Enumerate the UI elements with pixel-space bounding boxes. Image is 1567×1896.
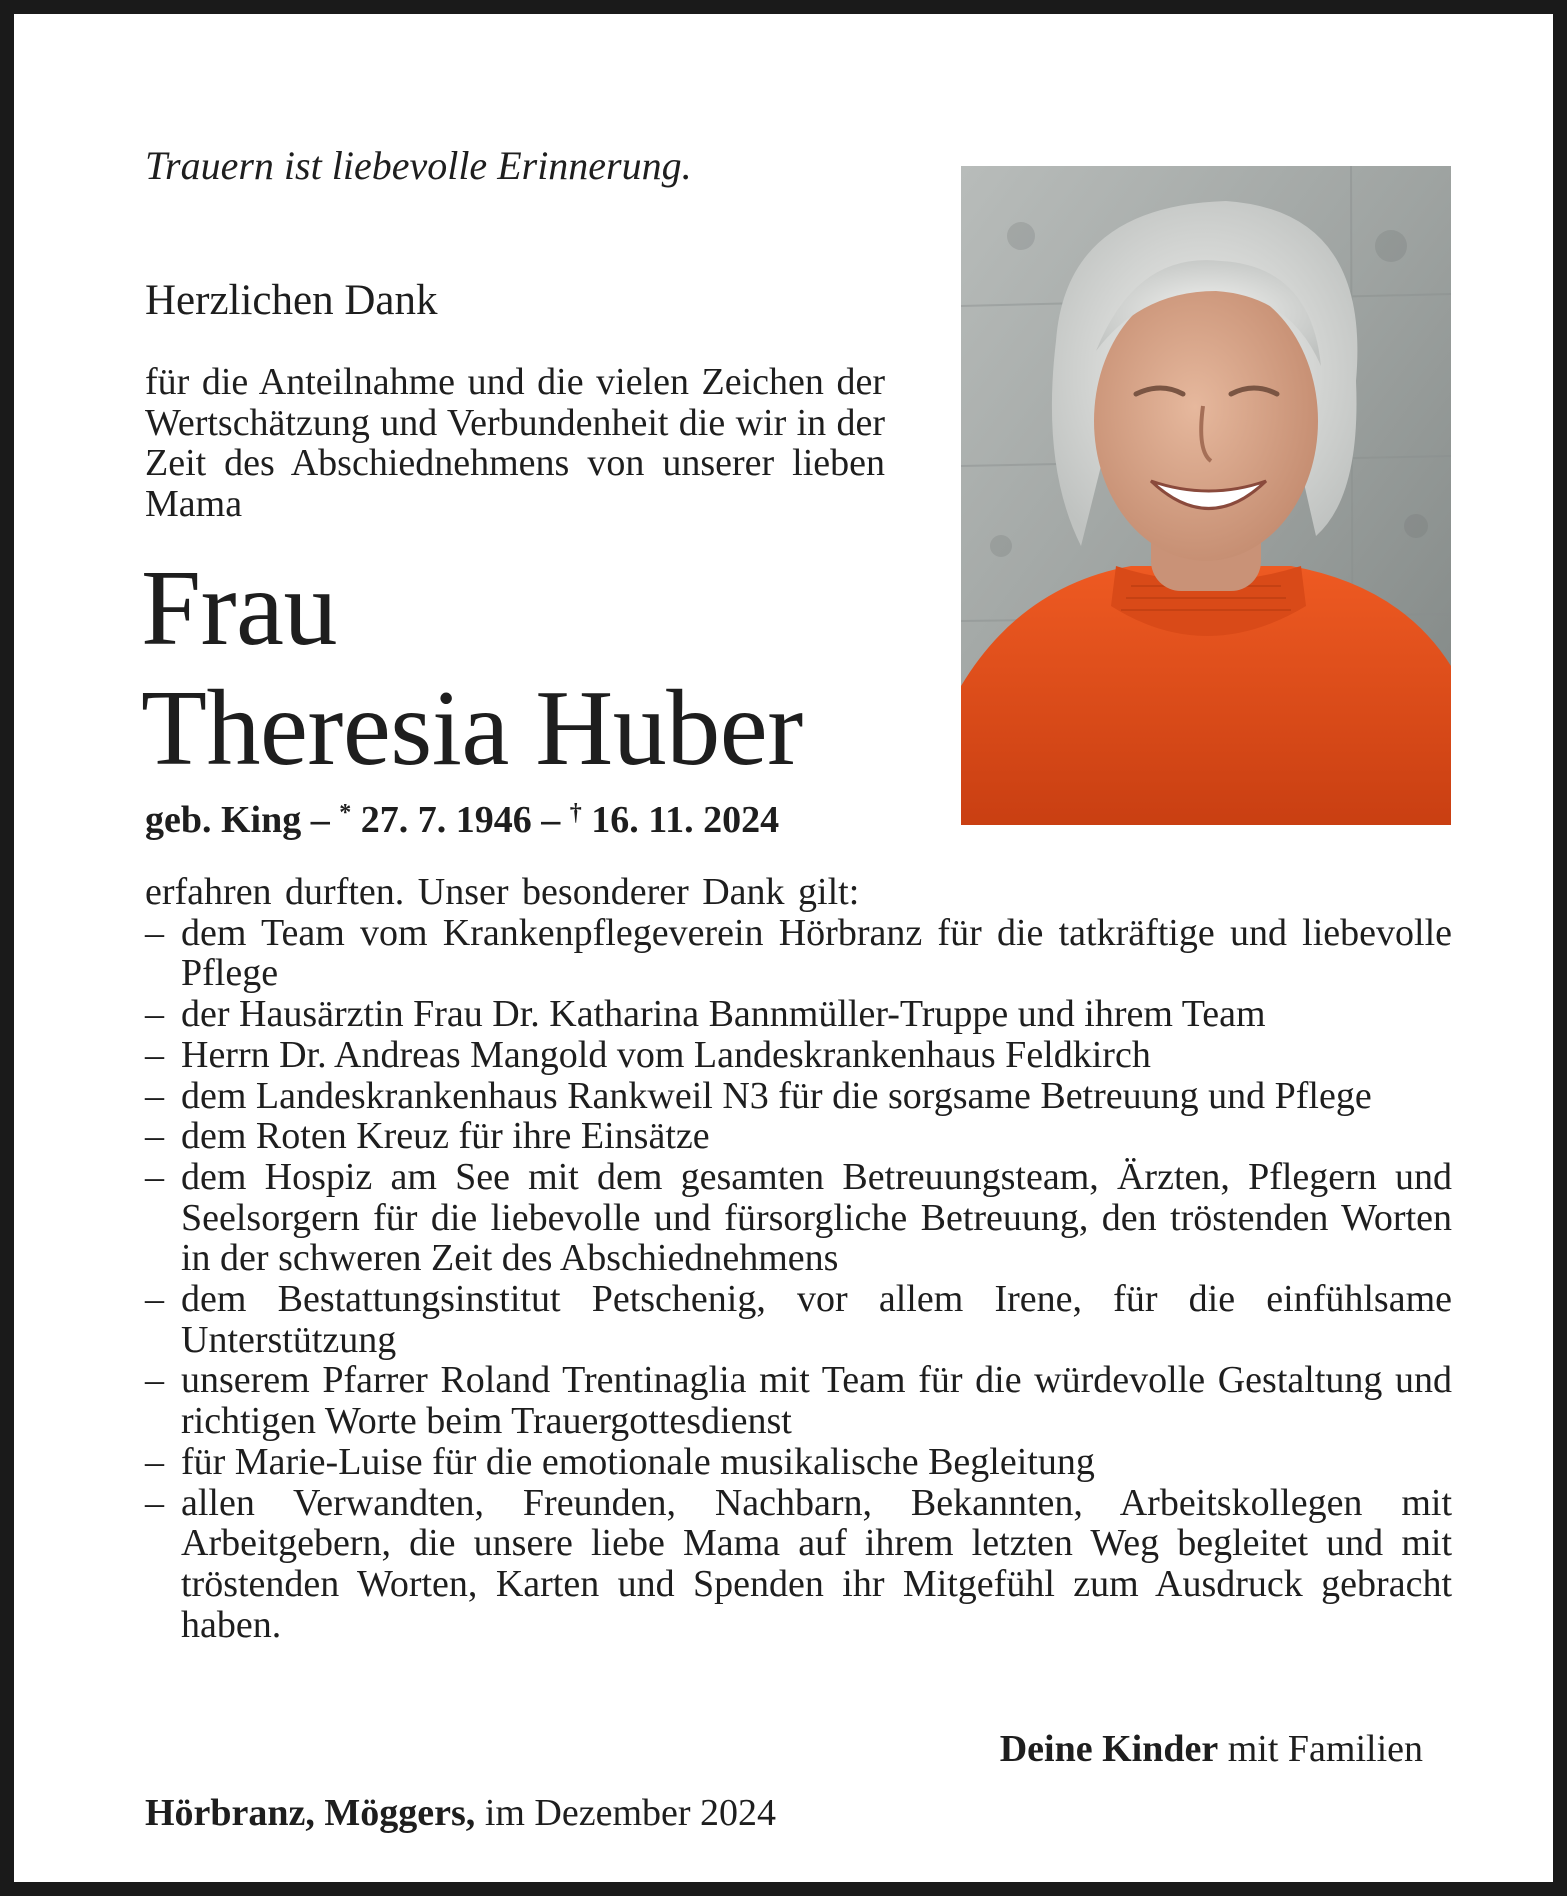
birth-symbol: *: [339, 800, 352, 826]
dash-bullet: –: [145, 1278, 164, 1321]
list-item-text: dem Roten Kreuz für ihre Einsätze: [181, 1115, 710, 1158]
list-item-text: allen Verwandten, Freunden, Nachbarn, Bekannten, Arbeitskollegen mit Arbeitgebern, die unsere liebe Mama auf ihrem letzten Weg begleitet und mit tröstenden Worten, Karten und Spenden ihr Mitgefühl zum Ausdruck gebracht haben.: [181, 1481, 1452, 1646]
thanks-section: [145, 872, 1452, 1645]
list-item: [145, 1116, 1452, 1157]
heading: Herzlichen Dank: [145, 277, 438, 324]
birth-date: 27. 7. 1946: [351, 799, 532, 841]
dash-bullet: –: [145, 1033, 164, 1076]
thanks-lead: erfahren durften. Unser besonderer Dank gilt:: [145, 871, 860, 913]
place-bold: Hörbranz, Möggers,: [145, 1792, 476, 1834]
motto: Trauern ist liebevolle Erinnerung.: [145, 143, 692, 188]
signature: [1000, 1726, 1423, 1772]
maiden-name: geb. King: [145, 799, 302, 841]
list-item-text: dem Bestattungsinstitut Petschenig, vor allem Irene, für die einfühlsame Unterstützung: [181, 1278, 1452, 1361]
life-dates: [145, 790, 779, 843]
place-date: [145, 1790, 776, 1836]
dash-bullet: –: [145, 1074, 164, 1117]
list-item: [145, 1279, 1452, 1360]
list-item-text: für Marie-Luise für die emotionale musikalische Begleitung: [181, 1440, 1095, 1483]
list-item: [145, 1035, 1452, 1076]
list-item: [145, 913, 1452, 994]
dash-bullet: –: [145, 1481, 164, 1524]
place-rest: im Dezember 2024: [475, 1792, 777, 1834]
list-item: [145, 1442, 1452, 1483]
dash-bullet: –: [145, 1359, 164, 1402]
date-separator: –: [301, 799, 340, 841]
portrait-photo: [961, 166, 1451, 825]
thanks-list: [145, 913, 1452, 1646]
list-item-text: dem Team vom Krankenpflegeverein Hörbranz für die tatkräftige und liebevolle Pflege: [181, 911, 1452, 995]
death-symbol: †: [569, 800, 582, 826]
death-date: 16. 11. 2024: [581, 799, 780, 841]
list-item-text: dem Hospiz am See mit dem gesamten Betreuungsteam, Ärzten, Pflegern und Seelsorgern für die liebevolle und fürsorgliche Betreuung, den tröstenden Worten in der schweren Zeit des Abschiednehmens: [181, 1155, 1452, 1280]
intro-text: für die Anteilnahme und die vielen Zeichen der Wertschätzung und Verbundenheit die wir in der Zeit des Abschiednehmens von unserer lieben Mama: [145, 361, 885, 525]
list-item-text: der Hausärztin Frau Dr. Katharina Bannmüller-Truppe und ihrem Team: [181, 993, 1266, 1036]
dash-bullet: –: [145, 1155, 164, 1198]
list-item: [145, 1076, 1452, 1117]
list-item: [145, 994, 1452, 1035]
list-item-text: Herrn Dr. Andreas Mangold vom Landeskrankenhaus Feldkirch: [181, 1033, 1151, 1076]
date-separator: –: [531, 799, 570, 841]
list-item: [145, 1157, 1452, 1279]
portrait-illustration: [961, 166, 1451, 825]
list-item: [145, 1360, 1452, 1441]
dash-bullet: –: [145, 993, 164, 1036]
list-item: [145, 1483, 1452, 1646]
list-item-text: dem Landeskrankenhaus Rankweil N3 für die sorgsame Betreuung und Pflege: [181, 1074, 1372, 1117]
signature-rest: mit Familien: [1218, 1728, 1423, 1770]
deceased-name: [141, 549, 803, 789]
list-item-text: unserem Pfarrer Roland Trentinaglia mit Team für die würdevolle Gestaltung und richtigen Worte beim Trauergottesdienst: [181, 1359, 1452, 1443]
name-full: Theresia Huber: [141, 669, 803, 788]
dash-bullet: –: [145, 1115, 164, 1158]
dash-bullet: –: [145, 911, 164, 954]
dash-bullet: –: [145, 1440, 164, 1483]
name-title: Frau: [141, 549, 337, 668]
signature-bold: Deine Kinder: [999, 1728, 1219, 1770]
